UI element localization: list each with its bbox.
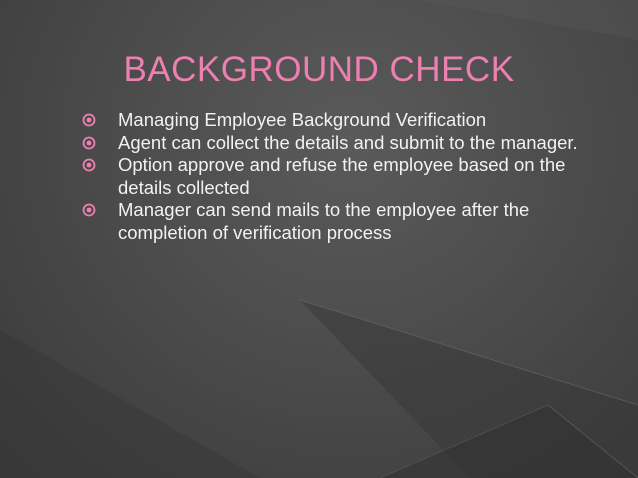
bullet-text: Option approve and refuse the employee based on the details collected [118, 154, 566, 198]
bullet-item [82, 154, 622, 199]
bullet-list [82, 109, 622, 244]
slide-title: BACKGROUND CHECK [123, 50, 515, 89]
circled-dot-bullet-icon [82, 136, 96, 150]
circled-dot-bullet-icon [82, 203, 96, 217]
bullet-text: Agent can collect the details and submit to the manager. [118, 131, 578, 153]
bullet-text: Managing Employee Background Verification [118, 109, 487, 130]
circled-dot-bullet-icon [82, 158, 96, 172]
bullet-text: Manager can send mails to the employee after the completion of verification process [118, 199, 530, 243]
bullet-item [82, 199, 622, 244]
circled-dot-bullet-icon [82, 113, 96, 127]
facet-bottom-left [0, 330, 260, 478]
facet-top [0, 0, 638, 40]
bullet-item [82, 132, 622, 155]
bullet-item [82, 109, 622, 132]
